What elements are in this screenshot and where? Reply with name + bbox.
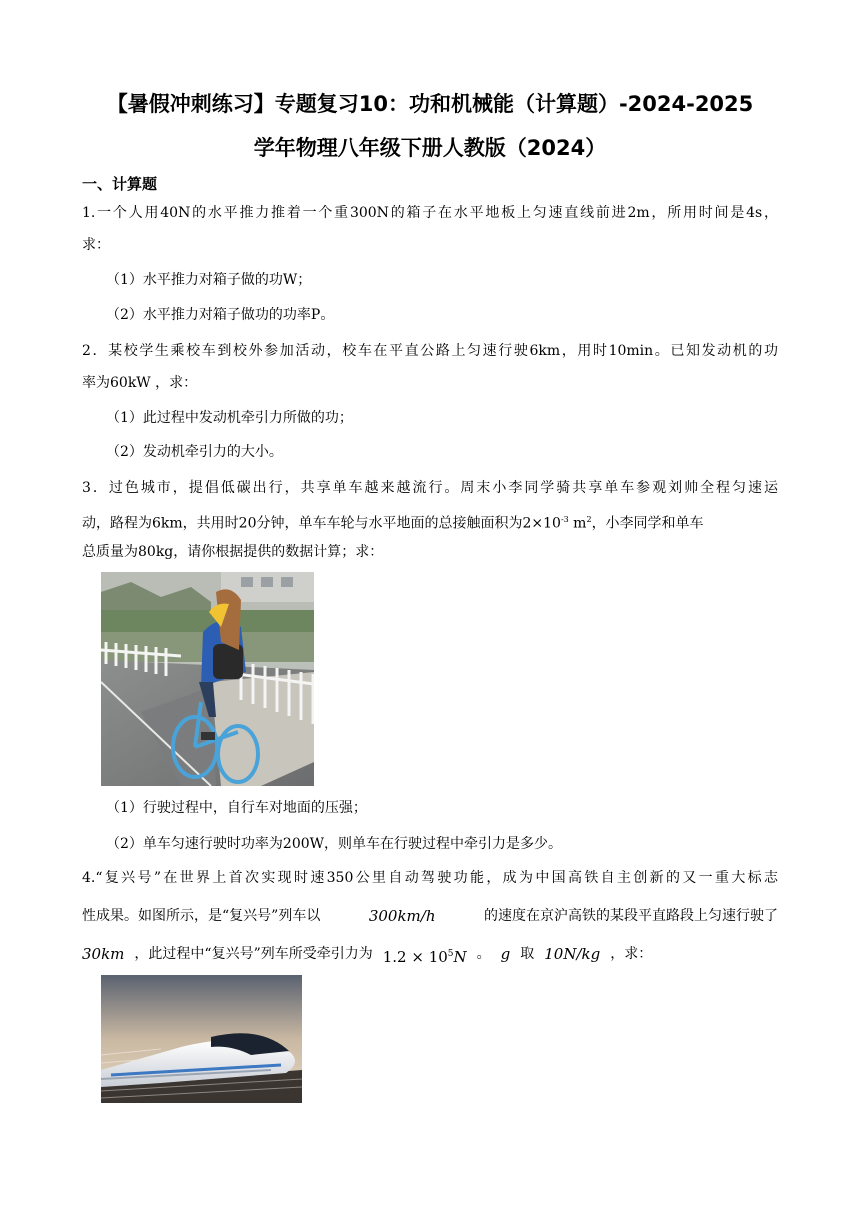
- document-title-line2: 学年物理八年级下册人教版（2024）: [253, 136, 607, 160]
- q4-line2-text-a: 性成果。如图所示，是“复兴号”列车以: [82, 908, 321, 924]
- q4-line3-text-c: 取: [520, 946, 535, 962]
- q4-line2-text-b: 的速度在京沪高铁的某段平直路段上匀速行驶了: [484, 908, 778, 924]
- q3-sub1: （1）行驶过程中，自行车对地面的压强；: [106, 800, 367, 816]
- q4-g-value: 10N/kg: [544, 945, 601, 963]
- q3-line2-text-c: ，小李同学和单车: [591, 515, 704, 532]
- q4-line2: [82, 906, 778, 926]
- q2-sub1: （1）此过程中发动机牵引力所做的功；: [106, 410, 353, 426]
- q3-line2-text-b: m: [568, 515, 587, 532]
- section-heading: 一、计算题: [82, 175, 158, 193]
- q4-distance-value: 30km: [82, 945, 125, 963]
- q4-line3-text-a: ，此过程中“复兴号”列车所受牵引力为: [134, 946, 373, 962]
- q4-force-unit: N: [453, 948, 467, 966]
- train-illustration: [101, 975, 302, 1103]
- q4-force-mantissa: 1.2 × 10: [382, 948, 448, 966]
- q1-line1: 1.一个人用40N的水平推力推着一个重300N的箱子在水平地板上匀速直线前进2m，所用时间是4s，: [82, 205, 778, 221]
- high-speed-train-photo: [101, 975, 302, 1103]
- q4-g-symbol: g: [500, 945, 511, 963]
- q3-line2-exponent-2: 2: [586, 515, 592, 524]
- q4-force-value: [383, 944, 467, 967]
- cyclist-photo: [101, 572, 314, 786]
- q3-line1: 3．过色城市，提倡低碳出行，共享单车越来越流行。周末小李同学骑共享单车参观刘帅全程匀速运: [82, 480, 778, 496]
- q3-sub2: （2）单车匀速行驶时功率为200W，则单车在行驶过程中牵引力是多少。: [106, 836, 563, 852]
- q4-line3-text-b: 。: [476, 946, 491, 962]
- q4-line3-text-d: ，求：: [610, 946, 653, 962]
- q4-force-exponent: 5: [447, 949, 454, 959]
- q4-line3: [82, 944, 682, 967]
- q3-line2: [82, 510, 778, 534]
- q2-line1: 2．某校学生乘校车到校外参加活动，校车在平直公路上匀速行驶6km，用时10min。已知发动机的功: [82, 343, 778, 359]
- q3-line3: 总质量为80kg，请你根据提供的数据计算；求：: [82, 544, 384, 560]
- q4-line1: 4.“复兴号”在世界上首次实现时速350公里自动驾驶功能，成为中国高铁自主创新的又一重大标志: [82, 870, 778, 886]
- q2-sub2: （2）发动机牵引力的大小。: [106, 444, 283, 460]
- document-title-line1: 【暑假冲刺练习】专题复习10：功和机械能（计算题）-2024-2025: [106, 92, 754, 116]
- q1-sub2: （2）水平推力对箱子做功的功率P。: [106, 307, 335, 323]
- q1-line2: 求：: [82, 237, 110, 253]
- q2-line2: 率为60kW ，求：: [82, 375, 198, 391]
- q1-sub1: （1）水平推力对箱子做的功W；: [106, 272, 312, 288]
- q3-line2-text-a: 动，路程为6km，共用时20分钟，单车车轮与水平地面的总接触面积为2×10: [82, 515, 561, 532]
- cyclist-illustration: [101, 572, 314, 786]
- q4-speed-value: 300km/h: [368, 907, 436, 925]
- q3-line2-exponent-1: -3: [560, 515, 569, 524]
